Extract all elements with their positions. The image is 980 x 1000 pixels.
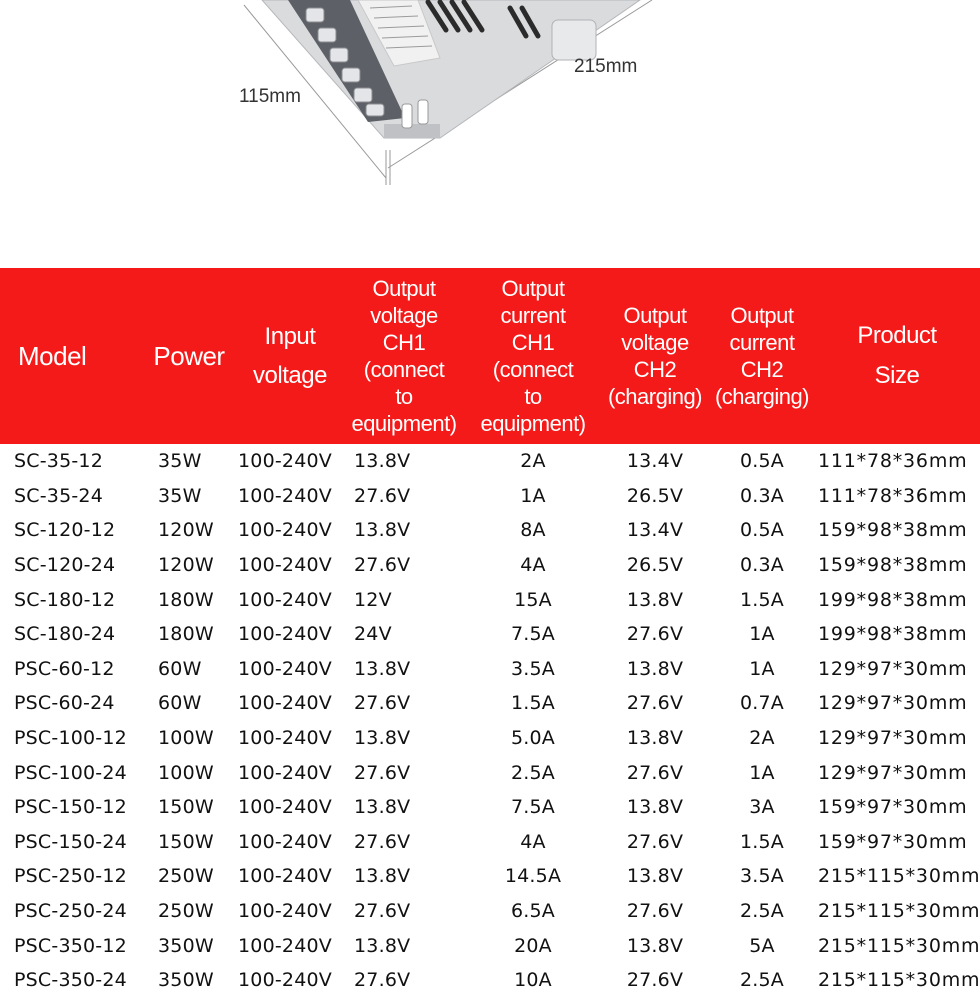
product-size-cell: 159*97*30mm: [818, 830, 968, 853]
column-header-power: Power: [153, 340, 225, 371]
output-current-ch1-cell: 7.5A: [510, 796, 555, 819]
output-voltage-ch1-cell: 12V: [354, 588, 392, 611]
product-size-cell: 159*98*38mm: [818, 554, 968, 577]
output-voltage-ch1-cell: 13.8V: [354, 450, 411, 473]
product-size-cell: 159*97*30mm: [818, 796, 968, 819]
input-voltage-cell: 100-240V: [238, 450, 332, 473]
output-voltage-ch2-cell: 13.8V: [626, 657, 684, 680]
table-row: [0, 859, 980, 894]
column-header-output-voltage-ch2: Output voltage CH2 (charging): [607, 303, 703, 409]
output-current-ch2-cell: 1A: [749, 623, 775, 646]
table-row: [0, 928, 980, 963]
column-header-output-current-ch1: Output current CH1 (connect to equipment): [480, 276, 586, 436]
power-cell: 180W: [158, 588, 214, 611]
output-voltage-ch1-cell: 27.6V: [354, 484, 411, 507]
output-voltage-ch2-cell: 27.6V: [626, 830, 684, 853]
power-cell: 120W: [158, 519, 214, 542]
output-current-ch2-cell: 2A: [749, 727, 775, 750]
output-voltage-ch2-cell: 13.8V: [626, 865, 684, 888]
table-row: [0, 755, 980, 790]
output-voltage-ch1-cell: 13.8V: [354, 727, 411, 750]
table-header: [0, 268, 980, 444]
product-size-cell: 111*78*36mm: [818, 484, 968, 507]
table-row: [0, 617, 980, 652]
column-header-model: Model: [18, 340, 87, 371]
input-voltage-cell: 100-240V: [238, 900, 332, 923]
product-size-cell: 159*98*38mm: [818, 519, 968, 542]
product-size-cell: 215*115*30mm: [818, 865, 980, 888]
input-voltage-cell: 100-240V: [238, 588, 332, 611]
output-voltage-ch2-cell: 27.6V: [626, 623, 684, 646]
output-voltage-ch2-cell: 13.4V: [626, 519, 684, 542]
model-cell: SC-120-12: [14, 519, 116, 542]
model-cell: SC-180-24: [14, 623, 116, 646]
output-current-ch2-cell: 2.5A: [739, 900, 784, 923]
output-current-ch2-cell: 3.5A: [739, 865, 784, 888]
output-voltage-ch1-cell: 13.8V: [354, 796, 411, 819]
output-voltage-ch1-cell: 13.8V: [354, 865, 411, 888]
power-cell: 35W: [158, 450, 202, 473]
model-cell: PSC-150-12: [14, 796, 127, 819]
model-cell: PSC-150-24: [14, 830, 127, 853]
power-cell: 60W: [158, 692, 202, 715]
power-cell: 180W: [158, 623, 214, 646]
product-size-cell: 129*97*30mm: [818, 727, 968, 750]
power-cell: 150W: [158, 830, 214, 853]
output-voltage-ch2-cell: 27.6V: [626, 900, 684, 923]
output-voltage-ch2-cell: 27.6V: [626, 692, 684, 715]
table-row: [0, 721, 980, 756]
length-dimension-label: 215mm: [574, 56, 638, 77]
model-cell: SC-180-12: [14, 588, 116, 611]
table-row: [0, 479, 980, 514]
product-size-cell: 215*115*30mm: [818, 969, 980, 992]
output-current-ch2-cell: 1.5A: [739, 830, 784, 853]
output-voltage-ch1-cell: 27.6V: [354, 761, 411, 784]
column-header-output-voltage-ch1: Output voltage CH1 (connect to equipment): [351, 276, 457, 436]
specification-table: [0, 268, 980, 998]
model-cell: PSC-60-24: [14, 692, 115, 715]
product-size-cell: 215*115*30mm: [818, 934, 980, 957]
output-current-ch1-cell: 2.5A: [510, 761, 555, 784]
table-row: [0, 652, 980, 687]
depth-dimension-label: 115mm: [239, 86, 301, 107]
input-voltage-cell: 100-240V: [238, 969, 332, 992]
output-current-ch1-cell: 10A: [514, 969, 552, 992]
input-voltage-cell: 100-240V: [238, 830, 332, 853]
output-current-ch1-cell: 4A: [520, 554, 546, 577]
output-current-ch2-cell: 5A: [749, 934, 775, 957]
power-cell: 350W: [158, 934, 214, 957]
output-voltage-ch2-cell: 13.8V: [626, 588, 684, 611]
product-size-cell: 111*78*36mm: [818, 450, 968, 473]
table-row: [0, 963, 980, 998]
table-body: [0, 444, 980, 998]
output-voltage-ch1-cell: 24V: [354, 623, 392, 646]
product-size-cell: 129*97*30mm: [818, 761, 968, 784]
power-cell: 250W: [158, 900, 214, 923]
power-supply-illustration: [0, 0, 980, 260]
input-voltage-cell: 100-240V: [238, 623, 332, 646]
output-voltage-ch2-cell: 13.4V: [626, 450, 684, 473]
model-cell: PSC-350-24: [14, 969, 127, 992]
product-size-cell: 199*98*38mm: [818, 623, 968, 646]
table-row: [0, 825, 980, 860]
table-row: [0, 790, 980, 825]
output-voltage-ch1-cell: 13.8V: [354, 657, 411, 680]
model-cell: SC-35-12: [14, 450, 103, 473]
output-current-ch1-cell: 5.0A: [510, 727, 555, 750]
product-size-cell: 215*115*30mm: [818, 900, 980, 923]
input-voltage-cell: 100-240V: [238, 519, 332, 542]
table-row: [0, 582, 980, 617]
table-row: [0, 444, 980, 479]
output-current-ch2-cell: 1A: [749, 657, 775, 680]
input-voltage-cell: 100-240V: [238, 761, 332, 784]
output-current-ch1-cell: 4A: [520, 830, 546, 853]
output-current-ch1-cell: 3.5A: [510, 657, 555, 680]
power-cell: 120W: [158, 554, 214, 577]
output-current-ch2-cell: 0.7A: [739, 692, 784, 715]
input-voltage-cell: 100-240V: [238, 692, 332, 715]
column-header-output-current-ch2: Output current CH2 (charging): [714, 303, 810, 409]
output-voltage-ch1-cell: 27.6V: [354, 969, 411, 992]
output-current-ch2-cell: 1.5A: [739, 588, 784, 611]
model-cell: PSC-100-12: [14, 727, 127, 750]
power-cell: 35W: [158, 484, 202, 507]
power-cell: 60W: [158, 657, 202, 680]
output-voltage-ch2-cell: 27.6V: [626, 969, 684, 992]
output-current-ch1-cell: 1.5A: [510, 692, 555, 715]
model-cell: PSC-350-12: [14, 934, 127, 957]
product-size-cell: 199*98*38mm: [818, 588, 968, 611]
model-cell: PSC-250-12: [14, 865, 127, 888]
model-cell: PSC-250-24: [14, 900, 127, 923]
output-voltage-ch1-cell: 27.6V: [354, 900, 411, 923]
output-current-ch2-cell: 0.5A: [739, 450, 784, 473]
model-cell: PSC-60-12: [14, 657, 115, 680]
power-cell: 250W: [158, 865, 214, 888]
input-voltage-cell: 100-240V: [238, 934, 332, 957]
model-cell: SC-120-24: [14, 554, 116, 577]
table-row: [0, 686, 980, 721]
table-row: [0, 894, 980, 929]
input-voltage-cell: 100-240V: [238, 484, 332, 507]
output-current-ch2-cell: 2.5A: [739, 969, 784, 992]
output-current-ch2-cell: 1A: [749, 761, 775, 784]
column-header-input-voltage: Input voltage: [253, 323, 327, 389]
column-header-product-size: Product Size: [857, 322, 937, 389]
output-voltage-ch2-cell: 26.5V: [626, 484, 684, 507]
output-current-ch2-cell: 3A: [749, 796, 775, 819]
input-voltage-cell: 100-240V: [238, 657, 332, 680]
output-voltage-ch2-cell: 13.8V: [626, 727, 684, 750]
output-voltage-ch2-cell: 13.8V: [626, 934, 684, 957]
output-voltage-ch2-cell: 13.8V: [626, 796, 684, 819]
output-voltage-ch1-cell: 27.6V: [354, 830, 411, 853]
header-row: [0, 268, 980, 444]
input-voltage-cell: 100-240V: [238, 796, 332, 819]
output-current-ch1-cell: 2A: [520, 450, 546, 473]
model-cell: SC-35-24: [14, 484, 103, 507]
output-current-ch1-cell: 8A: [520, 519, 546, 542]
output-current-ch1-cell: 6.5A: [510, 900, 555, 923]
power-cell: 100W: [158, 727, 214, 750]
output-current-ch1-cell: 20A: [514, 934, 552, 957]
output-current-ch2-cell: 0.5A: [739, 519, 784, 542]
table-row: [0, 548, 980, 583]
power-cell: 150W: [158, 796, 214, 819]
output-voltage-ch2-cell: 27.6V: [626, 761, 684, 784]
product-size-cell: 129*97*30mm: [818, 692, 968, 715]
input-voltage-cell: 100-240V: [238, 727, 332, 750]
output-voltage-ch1-cell: 13.8V: [354, 934, 411, 957]
output-current-ch1-cell: 15A: [514, 588, 552, 611]
input-voltage-cell: 100-240V: [238, 554, 332, 577]
output-voltage-ch2-cell: 26.5V: [626, 554, 684, 577]
table-row: [0, 513, 980, 548]
power-cell: 350W: [158, 969, 214, 992]
output-voltage-ch1-cell: 27.6V: [354, 554, 411, 577]
output-current-ch1-cell: 14.5A: [504, 865, 562, 888]
input-voltage-cell: 100-240V: [238, 865, 332, 888]
product-dimension-figure: [0, 0, 980, 260]
output-current-ch1-cell: 7.5A: [510, 623, 555, 646]
output-current-ch2-cell: 0.3A: [739, 554, 784, 577]
product-size-cell: 129*97*30mm: [818, 657, 968, 680]
output-current-ch1-cell: 1A: [520, 484, 546, 507]
model-cell: PSC-100-24: [14, 761, 127, 784]
output-current-ch2-cell: 0.3A: [739, 484, 784, 507]
power-cell: 100W: [158, 761, 214, 784]
output-voltage-ch1-cell: 27.6V: [354, 692, 411, 715]
output-voltage-ch1-cell: 13.8V: [354, 519, 411, 542]
